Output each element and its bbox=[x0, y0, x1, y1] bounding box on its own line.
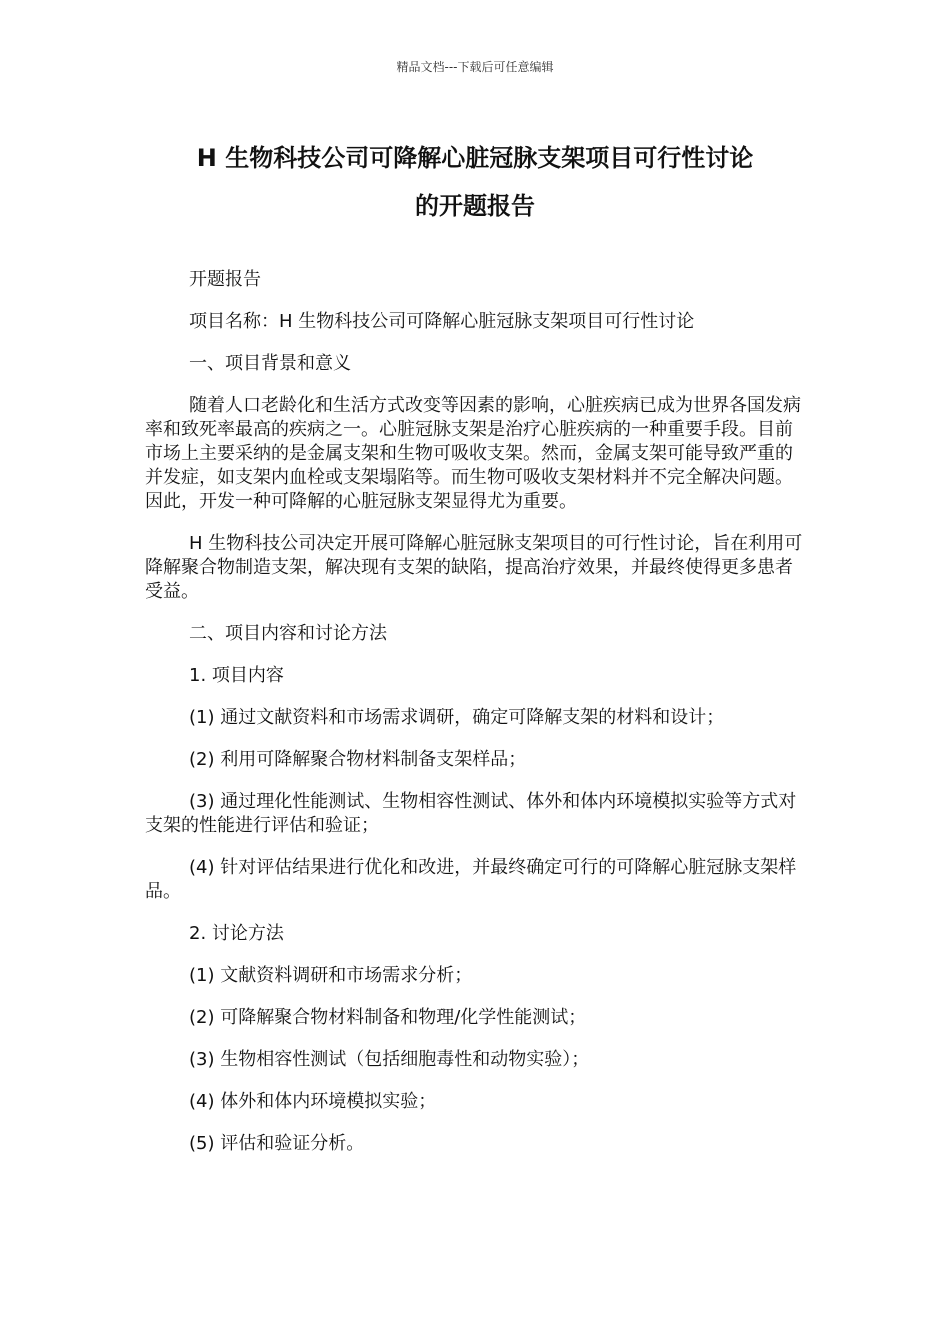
section-heading-content-methods: 二、项目内容和讨论方法 bbox=[189, 623, 387, 644]
subheading-methods: 2. 讨论方法 bbox=[189, 923, 284, 944]
list-item-method-1: (1) 文献资料调研和市场需求分析； bbox=[189, 965, 473, 986]
title-line-2: 的开题报告 bbox=[415, 192, 535, 220]
title-line-1: H 生物科技公司可降解心脏冠脉支架项目可行性讨论 bbox=[196, 144, 754, 172]
list-item-method-2: (2) 可降解聚合物材料制备和物理/化学性能测试； bbox=[189, 1007, 587, 1028]
page-header: 精品文档---下载后可任意编辑 bbox=[396, 60, 554, 74]
paragraph-project-name: 项目名称：H 生物科技公司可降解心脏冠脉支架项目可行性讨论 bbox=[189, 311, 695, 332]
list-item-method-5: (5) 评估和验证分析。 bbox=[189, 1133, 365, 1154]
section-heading-background: 一、项目背景和意义 bbox=[189, 353, 351, 374]
list-item-content-2: (2) 利用可降解聚合物材料制备支架样品； bbox=[189, 749, 527, 770]
paragraph-report-label: 开题报告 bbox=[189, 269, 261, 290]
list-item-method-3: (3) 生物相容性测试（包括细胞毒性和动物实验）； bbox=[189, 1049, 590, 1070]
list-item-method-4: (4) 体外和体内环境模拟实验； bbox=[189, 1091, 437, 1112]
paragraph-background: 随着人口老龄化和生活方式改变等因素的影响，心脏疾病已成为世界各国发病率和致死率最高的疾病之一。心脏冠脉支架是治疗心脏疾病的一种重要手段。目前市场上主要采纳的是金属支架和生物可吸收支架。然而，金属支架可能导致严重的并发症，如支架内血栓或支架塌陷等。而生物可吸收支架材料并不完全解决问题。因此，开发一种可降解的心脏冠脉支架显得尤为重要。 bbox=[145, 395, 801, 512]
document-title bbox=[120, 134, 830, 230]
subheading-project-content: 1. 项目内容 bbox=[189, 665, 284, 686]
document-body bbox=[145, 268, 810, 1174]
list-item-content-4: (4) 针对评估结果进行优化和改进，并最终确定可行的可降解心脏冠脉支架样品。 bbox=[145, 857, 797, 902]
list-item-content-3: (3) 通过理化性能测试、生物相容性测试、体外和体内环境模拟实验等方式对支架的性能进行评估和验证； bbox=[145, 791, 797, 836]
paragraph-company-decision: H 生物科技公司决定开展可降解心脏冠脉支架项目的可行性讨论，旨在利用可降解聚合物制造支架，解决现有支架的缺陷，提高治疗效果，并最终使得更多患者受益。 bbox=[145, 533, 803, 602]
list-item-content-1: (1) 通过文献资料和市场需求调研，确定可降解支架的材料和设计； bbox=[189, 707, 725, 728]
